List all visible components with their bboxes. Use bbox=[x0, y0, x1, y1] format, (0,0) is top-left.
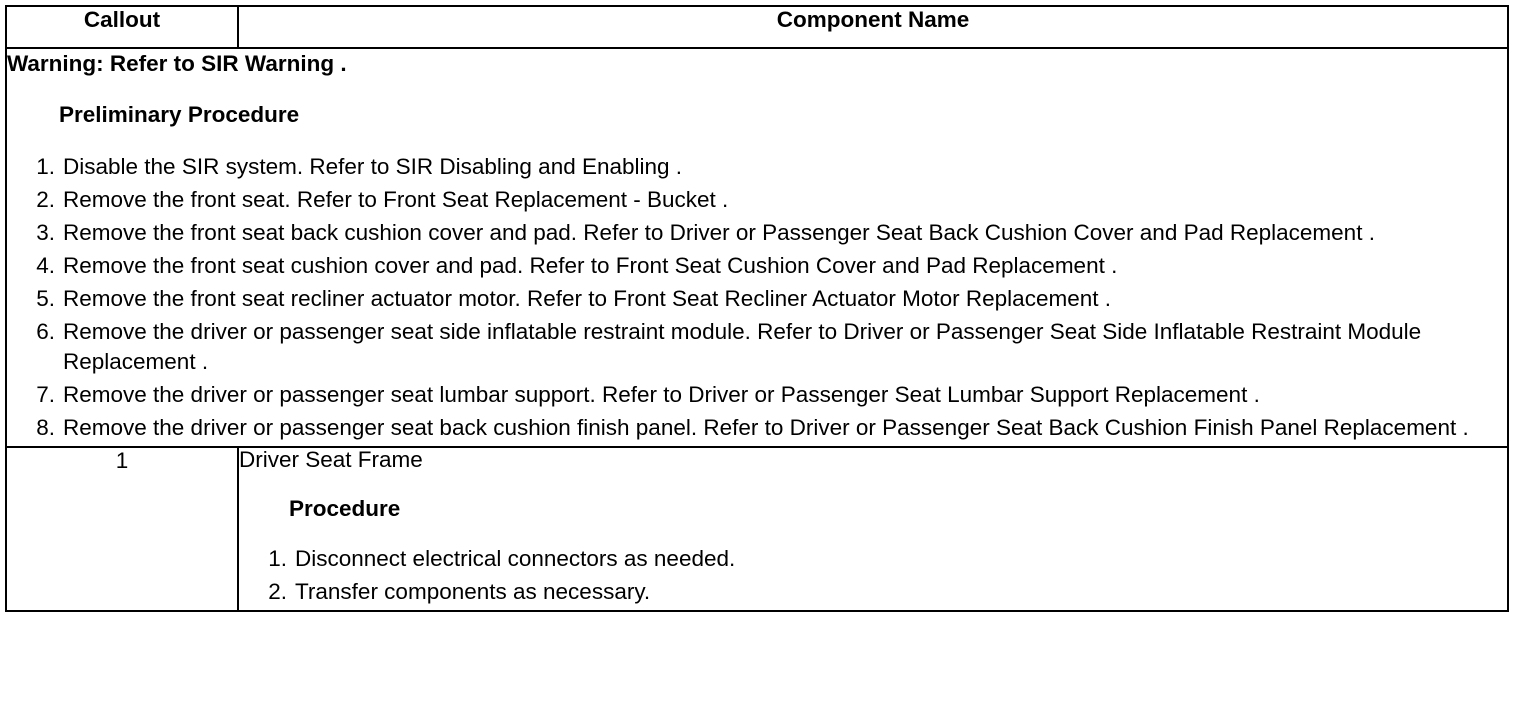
list-item bbox=[7, 185, 1507, 215]
component-name-header: Component Name bbox=[238, 6, 1508, 48]
step-number: 4. bbox=[36, 253, 55, 278]
step-number: 5. bbox=[36, 286, 55, 311]
preliminary-row bbox=[6, 48, 1508, 447]
list-item bbox=[7, 413, 1507, 443]
procedure-steps bbox=[239, 544, 1507, 607]
warning-text: Warning: Refer to SIR Warning . bbox=[7, 51, 347, 76]
list-item bbox=[7, 284, 1507, 314]
step-text: Disconnect electrical connectors as needed. bbox=[295, 546, 736, 571]
step-text: Remove the front seat. Refer to Front Seat Replacement - Bucket . bbox=[63, 187, 729, 212]
table-row bbox=[6, 447, 1508, 611]
step-text: Disable the SIR system. Refer to SIR Disabling and Enabling . bbox=[63, 154, 683, 179]
preliminary-procedure-title: Preliminary Procedure bbox=[59, 102, 300, 127]
step-number: 8. bbox=[36, 415, 55, 440]
procedure-title: Procedure bbox=[289, 496, 401, 521]
step-text: Remove the driver or passenger seat lumbar support. Refer to Driver or Passenger Seat Lumbar Support Replacement . bbox=[63, 382, 1260, 407]
list-item bbox=[7, 251, 1507, 281]
step-text: Remove the front seat recliner actuator motor. Refer to Front Seat Recliner Actuator Motor Replacement . bbox=[63, 286, 1111, 311]
callout-header: Callout bbox=[6, 6, 238, 48]
list-item bbox=[7, 380, 1507, 410]
step-text: Transfer components as necessary. bbox=[295, 579, 651, 604]
callout-cell: 1 bbox=[6, 447, 238, 611]
list-item bbox=[7, 317, 1507, 377]
list-item bbox=[7, 152, 1507, 182]
step-number: 7. bbox=[36, 382, 55, 407]
preliminary-steps bbox=[7, 152, 1507, 443]
list-item bbox=[239, 577, 1507, 607]
step-text: Remove the front seat back cushion cover and pad. Refer to Driver or Passenger Seat Back Cushion Cover and Pad Replacement . bbox=[63, 220, 1375, 245]
list-item bbox=[239, 544, 1507, 574]
step-number: 3. bbox=[36, 220, 55, 245]
step-number: 2. bbox=[36, 187, 55, 212]
component-name: Driver Seat Frame bbox=[239, 447, 423, 472]
step-number: 1. bbox=[36, 154, 55, 179]
preliminary-cell bbox=[6, 48, 1508, 447]
list-item bbox=[7, 218, 1507, 248]
procedure-table bbox=[5, 5, 1509, 612]
header-row bbox=[6, 6, 1508, 48]
step-text: Remove the front seat cushion cover and pad. Refer to Front Seat Cushion Cover and Pad Replacement . bbox=[63, 253, 1118, 278]
step-number: 2. bbox=[268, 579, 287, 604]
component-cell bbox=[238, 447, 1508, 611]
step-text: Remove the driver or passenger seat back cushion finish panel. Refer to Driver or Passenger Seat Back Cushion Finish Panel Replacement . bbox=[63, 415, 1469, 440]
step-number: 1. bbox=[268, 546, 287, 571]
step-number: 6. bbox=[36, 319, 55, 344]
step-text: Remove the driver or passenger seat side inflatable restraint module. Refer to Driver or Passenger Seat Side Inflatable Restraint Module Replacement . bbox=[63, 319, 1422, 374]
